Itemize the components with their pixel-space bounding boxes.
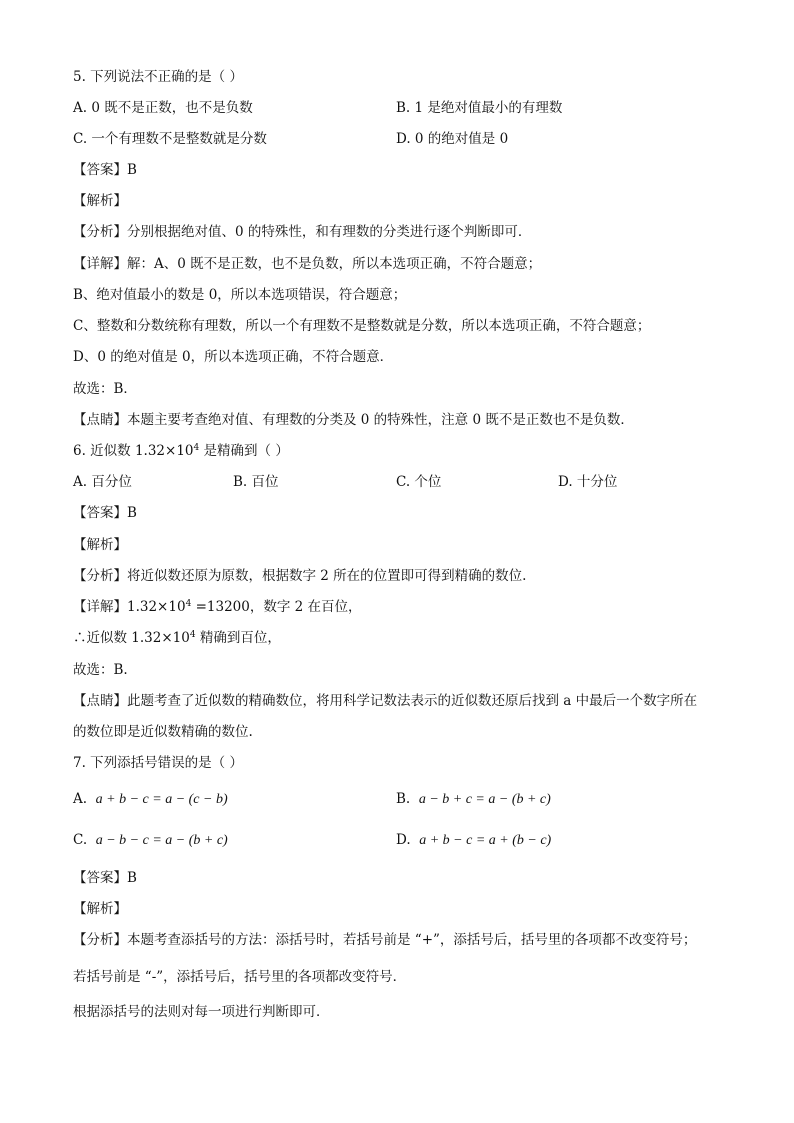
q5-comment: 【点睛】本题主要考查绝对值、有理数的分类及 0 的特殊性，注意 0 既不是正数也不是负数．	[73, 412, 634, 428]
q5-answer: 【答案】B	[73, 162, 137, 178]
q6-option-b: B. 百位	[233, 474, 279, 490]
q6-option-d: D. 十分位	[558, 474, 618, 490]
q7-option-d	[396, 831, 551, 850]
q6-fenxi: 【分析】将近似数还原为原数，根据数字 2 所在的位置即可得到精确的数位.	[73, 568, 527, 584]
q5-option-b: B. 1 是绝对值最小的有理数	[396, 100, 563, 116]
q5-option-a: A. 0 既不是正数，也不是负数	[73, 100, 253, 116]
q7-answer: 【答案】B	[73, 870, 137, 886]
q7-option-d-expr: a + b − c = a + (b − c)	[419, 833, 552, 848]
q5-analysis-label: 【解析】	[73, 193, 127, 209]
q6-therefore-exp: 4	[189, 630, 196, 640]
q6-therefore-pre: ∴近似数 1.32×10	[73, 630, 190, 646]
q7-option-b-label: B.	[396, 791, 411, 807]
q6-stem-post: 是精确到（ ）	[199, 443, 289, 459]
q5-detail-4: D、0 的绝对值是 0，所以本选项正确，不符合题意．	[73, 349, 394, 365]
q7-option-d-label: D.	[396, 832, 411, 848]
q6-stem-exp: 4	[193, 443, 200, 453]
q7-option-c	[73, 831, 228, 850]
q6-detail	[73, 598, 362, 616]
q7-fenxi-1: 【分析】本题考查添括号的方法：添括号时，若括号前是 “+”，添括号后，括号里的各项都不改变符号；	[73, 932, 697, 948]
q7-option-a	[73, 790, 228, 809]
q6-comment-2: 的数位即是近似数精确的数位.	[73, 724, 253, 740]
q7-analysis-label: 【解析】	[73, 901, 127, 917]
q6-choose: 故选：B.	[73, 662, 128, 678]
q7-option-b	[396, 790, 551, 809]
q7-fenxi-3: 根据添括号的法则对每一项进行判断即可．	[73, 1004, 330, 1020]
q6-detail-post: =13200，数字 2 在百位，	[191, 599, 362, 615]
q6-stem-pre: 6. 近似数 1.32×10	[73, 443, 194, 459]
q5-option-c: C. 一个有理数不是整数就是分数	[73, 131, 267, 147]
q6-option-a: A. 百分位	[73, 474, 132, 490]
q5-choose: 故选：B．	[73, 381, 137, 397]
q5-fenxi: 【分析】分别根据绝对值、0 的特殊性，和有理数的分类进行逐个判断即可．	[73, 224, 532, 240]
q5-detail-1: 【详解】解：A、0 既不是正数，也不是负数，所以本选项正确，不符合题意；	[73, 256, 542, 272]
q6-stem	[73, 442, 289, 460]
q5-option-d: D. 0 的绝对值是 0	[396, 131, 509, 147]
q7-option-b-expr: a − b + c = a − (b + c)	[418, 792, 551, 807]
q7-stem: 7. 下列添括号错误的是（ ）	[73, 755, 243, 771]
q7-option-a-expr: a + b − c = a − (c − b)	[95, 792, 228, 807]
q6-detail-pre: 【详解】1.32×10	[73, 599, 186, 615]
q7-option-a-label: A.	[73, 791, 88, 807]
q6-detail-exp: 4	[185, 599, 192, 609]
q7-option-c-expr: a − b − c = a − (b + c)	[95, 833, 228, 848]
q5-stem: 5. 下列说法不正确的是（ ）	[73, 69, 243, 85]
q6-analysis-label: 【解析】	[73, 537, 127, 553]
q7-option-c-label: C.	[73, 832, 88, 848]
q6-option-c: C. 个位	[396, 474, 442, 490]
q5-detail-3: C、整数和分数统称有理数，所以一个有理数不是整数就是分数，所以本选项正确，不符合题意；	[73, 318, 651, 334]
q6-answer: 【答案】B	[73, 505, 137, 521]
q6-therefore	[73, 629, 281, 647]
q5-detail-2: B、绝对值最小的数是 0，所以本选项错误，符合题意；	[73, 287, 407, 303]
q6-comment-1: 【点睛】此题考查了近似数的精确数位，将用科学记数法表示的近似数还原后找到 a 中最后一个数字所在	[73, 693, 698, 709]
q6-therefore-post: 精确到百位，	[195, 630, 281, 646]
q7-fenxi-2: 若括号前是 “-”，添括号后，括号里的各项都改变符号．	[73, 969, 407, 985]
